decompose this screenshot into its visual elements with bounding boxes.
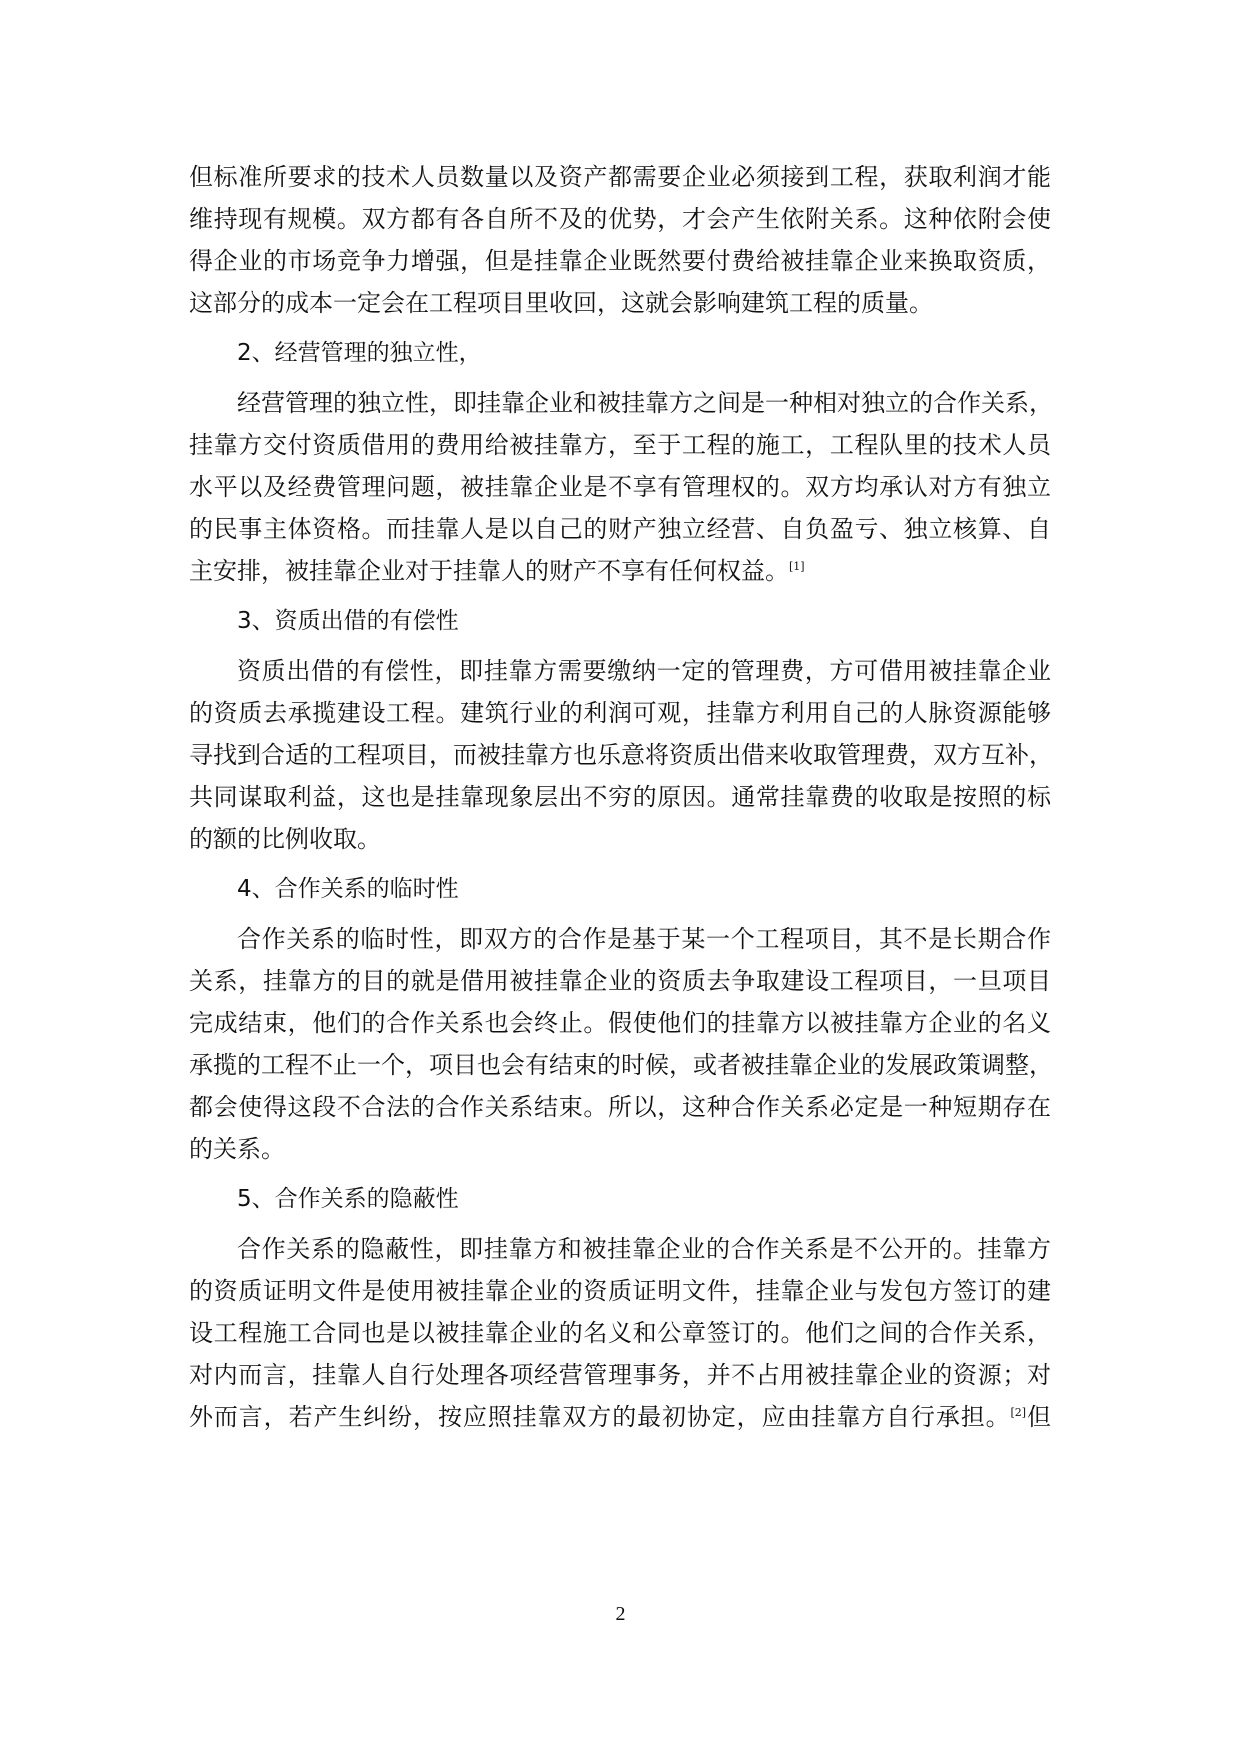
text-line: 水平以及经费管理问题，被挂靠企业是不享有管理权的。双方均承认对方有独立: [189, 473, 1051, 501]
document-body: [189, 156, 1051, 1438]
text-line: 这部分的成本一定会在工程项目里收回，这就会影响建筑工程的质量。: [189, 289, 933, 317]
text-line: 寻找到合适的工程项目，而被挂靠方也乐意将资质出借来收取管理费，双方互补，: [189, 741, 1053, 769]
text-line: 合作关系的临时性，即双方的合作是基于某一个工程项目，其不是长期合作: [237, 925, 1051, 953]
text-line: 得企业的市场竞争力增强，但是挂靠企业既然要付费给被挂靠企业来换取资质，: [189, 247, 1051, 275]
text-line: 承揽的工程不止一个，项目也会有结束的时候，或者被挂靠企业的发展政策调整，: [189, 1051, 1053, 1079]
section-heading-3: 3、资质出借的有偿性: [237, 608, 459, 634]
text-line: 维持现有规模。双方都有各自所不及的优势，才会产生依附关系。这种依附会使: [189, 205, 1051, 233]
section-heading-4: 4、合作关系的临时性: [237, 876, 459, 902]
section-5-paragraph: [189, 1228, 1051, 1438]
text-line: 但标准所要求的技术人员数量以及资产都需要企业必须接到工程，获取利润才能: [189, 163, 1051, 191]
text-line: [189, 550, 1051, 592]
text-line: [189, 1396, 1051, 1438]
text-line: 对内而言，挂靠人自行处理各项经营管理事务，并不占用被挂靠企业的资源；对: [189, 1361, 1051, 1389]
text-line: 经营管理的独立性，即挂靠企业和被挂靠方之间是一种相对独立的合作关系，: [237, 389, 1053, 417]
text-line: 的额的比例收取。: [189, 825, 381, 853]
text-line: 的资质去承揽建设工程。建筑行业的利润可观，挂靠方利用自己的人脉资源能够: [189, 699, 1051, 727]
intro-paragraph: [189, 156, 1051, 324]
text-line: 挂靠方交付资质借用的费用给被挂靠方，至于工程的施工，工程队里的技术人员: [189, 431, 1051, 459]
text-line: 的关系。: [189, 1135, 285, 1163]
text-line: 设工程施工合同也是以被挂靠企业的名义和公章签订的。他们之间的合作关系，: [189, 1319, 1051, 1347]
text-line: 完成结束，他们的合作关系也会终止。假使他们的挂靠方以被挂靠方企业的名义: [189, 1009, 1051, 1037]
text-line: 关系，挂靠方的目的就是借用被挂靠企业的资质去争取建设工程项目，一旦项目: [189, 967, 1051, 995]
text-line: 都会使得这段不合法的合作关系结束。所以，这种合作关系必定是一种短期存在: [189, 1093, 1051, 1121]
text-segment: 但: [1026, 1403, 1052, 1431]
section-2-paragraph: [189, 382, 1051, 592]
text-line: 合作关系的隐蔽性，即挂靠方和被挂靠企业的合作关系是不公开的。挂靠方: [237, 1235, 1051, 1263]
text-segment: 外而言，若产生纠纷，按应照挂靠双方的最初协定，应由挂靠方自行承担。: [189, 1403, 1011, 1431]
text-line: 的资质证明文件是使用被挂靠企业的资质证明文件，挂靠企业与发包方签订的建: [189, 1277, 1051, 1305]
section-4-paragraph: [189, 918, 1051, 1170]
citation-marker: [1]: [789, 560, 805, 573]
section-heading-5: 5、合作关系的隐蔽性: [237, 1186, 459, 1212]
text-line: 资质出借的有偿性，即挂靠方需要缴纳一定的管理费，方可借用被挂靠企业: [237, 657, 1051, 685]
citation-marker: [2]: [1010, 1406, 1027, 1419]
text-line: 的民事主体资格。而挂靠人是以自己的财产独立经营、自负盈亏、独立核算、自: [189, 515, 1051, 543]
section-heading-2: 2、经营管理的独立性，: [237, 340, 482, 366]
section-3-paragraph: [189, 650, 1051, 860]
text-segment: 主安排，被挂靠企业对于挂靠人的财产不享有任何权益。: [189, 557, 789, 585]
text-line: 共同谋取利益，这也是挂靠现象层出不穷的原因。通常挂靠费的收取是按照的标: [189, 783, 1051, 811]
page-number: 2: [615, 1603, 626, 1625]
